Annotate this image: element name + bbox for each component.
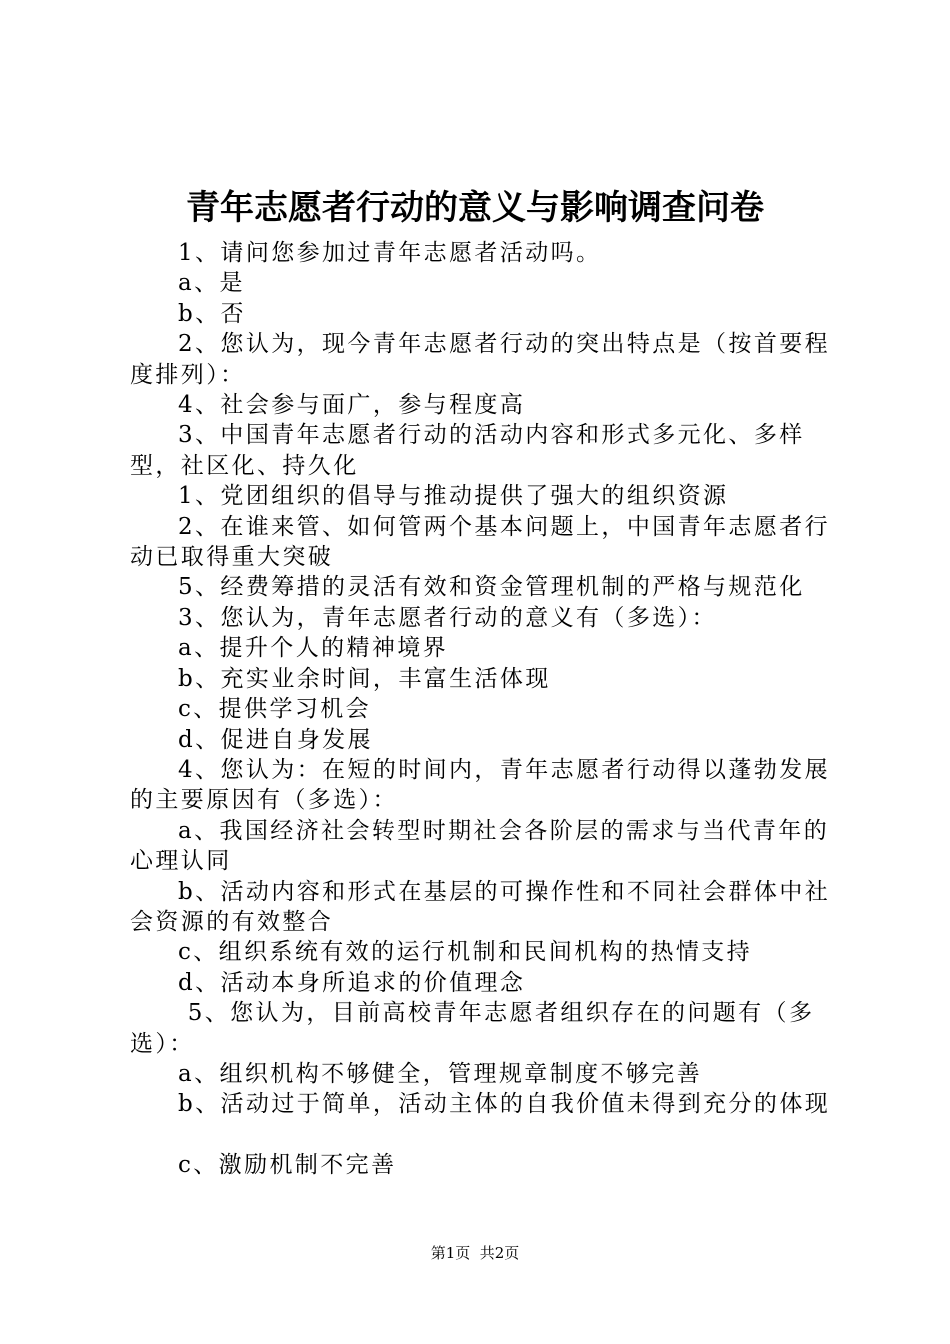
option-3a: a、提升个人的精神境界 xyxy=(178,635,449,662)
option-2-item-2: 2、在谁来管、如何管两个基本问题上，中国青年志愿者行动已取得重大突破 xyxy=(130,513,831,571)
option-3d: d、促进自身发展 xyxy=(178,726,373,753)
blank-line xyxy=(130,1120,836,1150)
option-2-item-3: 3、中国青年志愿者行动的活动内容和形式多元化、多样型，社区化、持久化 xyxy=(130,422,805,479)
option-4d: d、活动本身所追求的价值理念 xyxy=(178,969,526,996)
option-4a: a、我国经济社会转型时期社会各阶层的需求与当代青年的心理认同 xyxy=(130,817,830,875)
question-2: 2、您认为，现今青年志愿者行动的突出特点是（按首要程度排列）： xyxy=(130,331,831,388)
page-footer: 第1页 共2页 xyxy=(430,1244,520,1262)
option-1b: b、否 xyxy=(178,300,246,327)
option-2-item-1: 1、党团组织的倡导与推动提供了强大的组织资源 xyxy=(178,483,729,510)
option-4c: c、组织系统有效的运行机制和民间机构的热情支持 xyxy=(178,939,753,966)
document-body xyxy=(130,238,836,1180)
option-2-item-5: 5、经费筹措的灵活有效和资金管理机制的严格与规范化 xyxy=(178,574,805,601)
question-3: 3、您认为，青年志愿者行动的意义有（多选）： xyxy=(178,604,717,631)
option-5c: c、激励机制不完善 xyxy=(178,1151,397,1178)
option-4b: b、活动内容和形式在基层的可操作性和不同社会群体中社会资源的有效整合 xyxy=(130,878,831,935)
option-3b: b、充实业余时间，丰富生活体现 xyxy=(178,665,551,692)
option-3c: c、提供学习机会 xyxy=(178,696,372,723)
question-1: 1、请问您参加过青年志愿者活动吗。 xyxy=(178,240,602,266)
document-title: 青年志愿者行动的意义与影响调查问卷 xyxy=(186,188,764,228)
question-5: 5、您认为，目前高校青年志愿者组织存在的问题有（多选）： xyxy=(130,1000,815,1057)
question-4: 4、您认为：在短的时间内，青年志愿者行动得以蓬勃发展的主要原因有（多选）： xyxy=(130,756,831,814)
option-1a: a、是 xyxy=(178,270,245,297)
option-2-item-4: 4、社会参与面广，参与程度高 xyxy=(178,392,526,419)
option-5b: b、活动过于简单，活动主体的自我价值未得到充分的体现 xyxy=(178,1091,831,1118)
option-5a: a、组织机构不够健全，管理规章制度不够完善 xyxy=(178,1060,703,1087)
